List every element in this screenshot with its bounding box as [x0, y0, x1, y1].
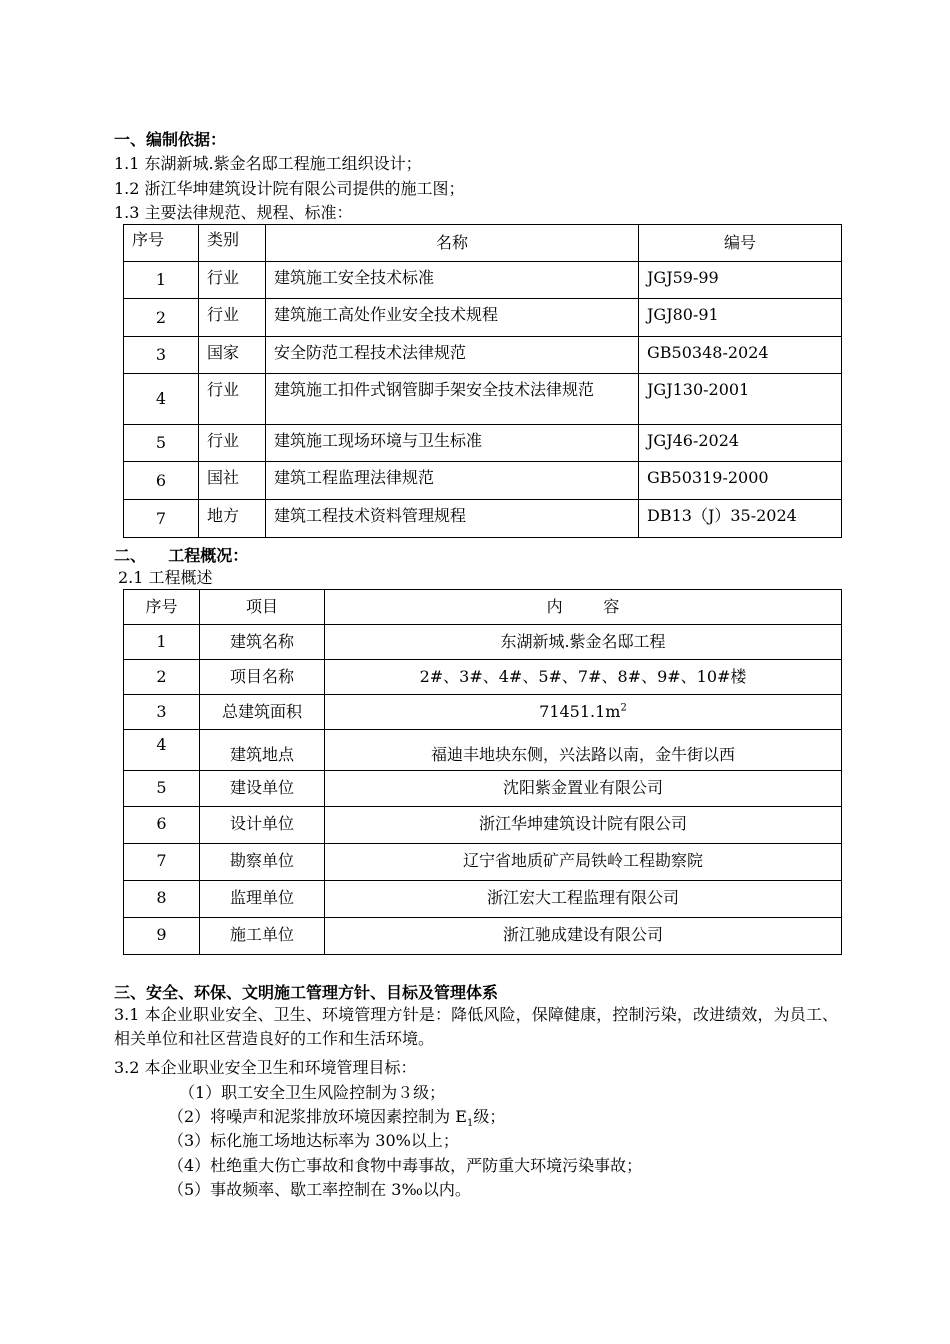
table-row	[124, 374, 842, 425]
row-content: 沈阳紫金置业有限公司	[325, 771, 842, 807]
row-type: 行业	[199, 374, 266, 425]
area-unit-superscript: 2	[620, 702, 627, 714]
row-content: 福迪丰地块东侧，兴法路以南，金牛街以西	[325, 730, 842, 771]
row-no: 9	[124, 918, 200, 955]
policy-paragraph: 3.1 本企业职业安全、卫生、环境管理方针是：降低风险，保障健康，控制污染，改进绩效，为员工、相关单位和社区营造良好的工作和生活环境。	[114, 1005, 838, 1048]
goal-item-1: （1）职工安全卫生风险控制为３级；	[179, 1083, 446, 1102]
row-item: 施工单位	[200, 918, 325, 955]
row-name: 建筑施工安全技术标准	[266, 262, 639, 299]
goal-item-5: （5）事故频率、歇工率控制在 3‰以内。	[168, 1180, 471, 1199]
header-cell-name: 名称	[266, 225, 639, 262]
overview-subheading: 2.1 工程概述	[118, 568, 213, 587]
header-cell-code: 编号	[639, 225, 842, 262]
table-row	[124, 500, 842, 538]
row-no: 1	[124, 625, 200, 660]
table-row	[124, 625, 842, 660]
goal-item-3: （3）标化施工场地达标率为 30%以上；	[168, 1131, 459, 1150]
row-no: 7	[124, 500, 199, 538]
table-row	[124, 262, 842, 299]
goal-item-2	[168, 1107, 506, 1130]
row-code: GB50319-2000	[639, 462, 842, 500]
row-no: 8	[124, 881, 200, 918]
table-header-row	[124, 225, 842, 262]
table-row	[124, 425, 842, 462]
table-row	[124, 918, 842, 955]
goal-item-2-subscript: 1	[466, 1118, 474, 1130]
table-row	[124, 844, 842, 881]
section2-heading: 二、 工程概况：	[114, 546, 249, 565]
table-row	[124, 807, 842, 844]
area-value: 71451.1m	[539, 702, 621, 721]
row-no: 2	[124, 660, 200, 695]
row-no: 1	[124, 262, 199, 299]
row-item: 监理单位	[200, 881, 325, 918]
header-cell-item: 项目	[200, 590, 325, 625]
header-cell-no: 序号	[124, 590, 200, 625]
table-row	[124, 771, 842, 807]
row-type: 行业	[199, 262, 266, 299]
row-item: 建筑地点	[200, 730, 325, 771]
row-code: JGJ59-99	[639, 262, 842, 299]
basis-item-3: 1.3 主要法律规范、规程、标准：	[114, 203, 353, 222]
row-type: 国社	[199, 462, 266, 500]
row-no: 2	[124, 299, 199, 337]
row-no: 5	[124, 425, 199, 462]
row-item: 建设单位	[200, 771, 325, 807]
row-code: GB50348-2024	[639, 337, 842, 374]
row-code: JGJ46-2024	[639, 425, 842, 462]
row-content: 辽宁省地质矿产局铁岭工程勘察院	[325, 844, 842, 881]
header-cell-type: 类别	[199, 225, 266, 262]
section3-heading: 三、安全、环保、文明施工管理方针、目标及管理体系	[114, 983, 499, 1002]
row-content	[325, 695, 842, 730]
row-name: 建筑工程监理法律规范	[266, 462, 639, 500]
header-cell-no: 序号	[124, 225, 199, 262]
row-content: 东湖新城.紫金名邸工程	[325, 625, 842, 660]
goal-item-2-suffix: 级；	[473, 1107, 506, 1126]
row-no: 4	[124, 374, 199, 425]
row-item: 建筑名称	[200, 625, 325, 660]
row-no: 7	[124, 844, 200, 881]
row-name: 建筑工程技术资料管理规程	[266, 500, 639, 538]
row-content: 浙江华坤建筑设计院有限公司	[325, 807, 842, 844]
table-row	[124, 660, 842, 695]
goals-intro: 3.2 本企业职业安全卫生和环境管理目标：	[114, 1058, 417, 1077]
row-type: 地方	[199, 500, 266, 538]
row-content: 2#、3#、4#、5#、7#、8#、9#、10#楼	[325, 660, 842, 695]
goal-item-2-text: （2）将噪声和泥浆排放环境因素控制为 E	[168, 1107, 467, 1126]
row-name: 建筑施工扣件式钢管脚手架安全技术法律规范	[266, 374, 639, 425]
overview-table	[123, 589, 842, 955]
row-item: 勘察单位	[200, 844, 325, 881]
row-type: 行业	[199, 425, 266, 462]
row-type: 行业	[199, 299, 266, 337]
row-no: 6	[124, 807, 200, 844]
table-row	[124, 695, 842, 730]
row-item: 总建筑面积	[200, 695, 325, 730]
basis-item-1: 1.1 东湖新城.紫金名邸工程施工组织设计；	[114, 154, 422, 173]
goal-item-4: （4）杜绝重大伤亡事故和食物中毒事故，严防重大环境污染事故；	[168, 1156, 643, 1175]
row-no: 5	[124, 771, 200, 807]
header-cell-content: 内 容	[325, 590, 842, 625]
row-no: 3	[124, 337, 199, 374]
row-item: 项目名称	[200, 660, 325, 695]
table-row	[124, 730, 842, 771]
table-row	[124, 337, 842, 374]
row-code: JGJ80-91	[639, 299, 842, 337]
table-row	[124, 881, 842, 918]
row-name: 建筑施工高处作业安全技术规程	[266, 299, 639, 337]
row-type: 国家	[199, 337, 266, 374]
row-name: 安全防范工程技术法律规范	[266, 337, 639, 374]
row-no: 3	[124, 695, 200, 730]
table-row	[124, 299, 842, 337]
table-row	[124, 462, 842, 500]
standards-table	[123, 224, 842, 538]
row-item: 设计单位	[200, 807, 325, 844]
table-header-row	[124, 590, 842, 625]
row-content: 浙江驰成建设有限公司	[325, 918, 842, 955]
row-no: 4	[124, 730, 200, 771]
section1-heading: 一、编制依据：	[114, 130, 227, 149]
row-content: 浙江宏大工程监理有限公司	[325, 881, 842, 918]
row-name: 建筑施工现场环境与卫生标准	[266, 425, 639, 462]
row-code: DB13（J）35-2024	[639, 500, 842, 538]
row-no: 6	[124, 462, 199, 500]
row-code: JGJ130-2001	[639, 374, 842, 425]
basis-item-2: 1.2 浙江华坤建筑设计院有限公司提供的施工图；	[114, 179, 465, 198]
